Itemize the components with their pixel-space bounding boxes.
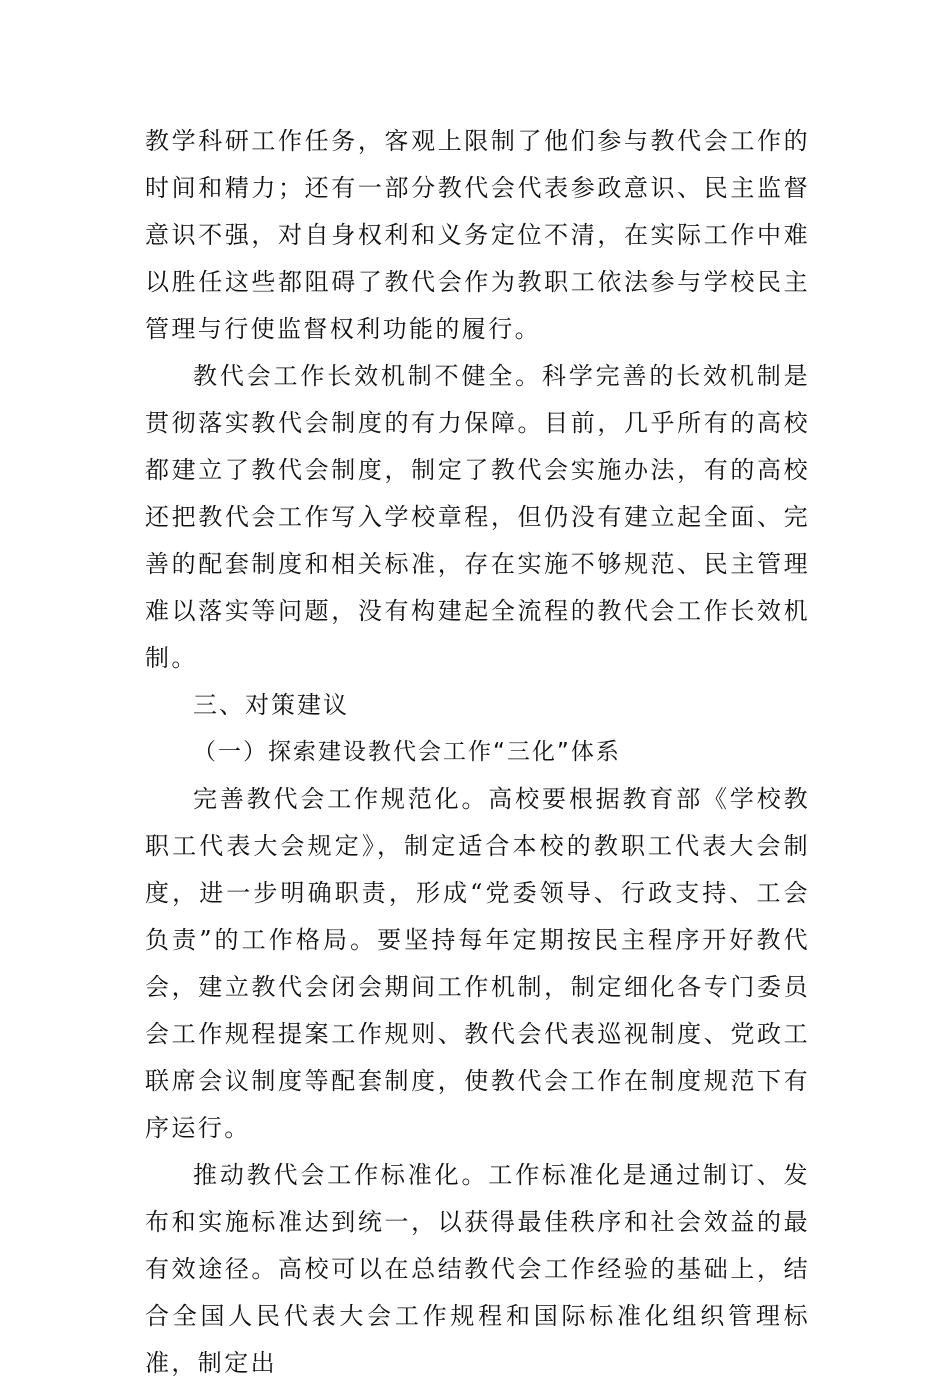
paragraph-continued: 教学科研工作任务，客观上限制了他们参与教代会工作的时间和精力；还有一部分教代会代表参政意识、民主监督意识不强，对自身权利和义务定位不清，在实际工作中难以胜任这些都阻碍了教代会作为教职工依法参与学校民主管理与行使监督权利功能的履行。 bbox=[145, 127, 810, 343]
document-body bbox=[145, 118, 810, 1387]
paragraph-standardization-norms: 完善教代会工作规范化。高校要根据教育部《学校教职工代表大会规定》，制定适合本校的教职工代表大会制度，进一步明确职责，形成“党委领导、行政支持、工会负责”的工作格局。要坚持每年定期按民主程序开好教代会，建立教代会闭会期间工作机制，制定细化各专门委员会工作规程提案工作规则、教代会代表巡视制度、党政工联席会议制度等配套制度，使教代会工作在制度规范下有序运行。 bbox=[145, 785, 810, 1142]
section-heading: 三、对策建议 bbox=[193, 691, 349, 719]
subsection-heading: （一）探索建设教代会工作“三化”体系 bbox=[193, 739, 621, 765]
paragraph-long-term-mechanism: 教代会工作长效机制不健全。科学完善的长效机制是贯彻落实教代会制度的有力保障。目前，几乎所有的高校都建立了教代会制度，制定了教代会实施办法，有的高校还把教代会工作写入学校章程，但仍没有建立起全面、完善的配套制度和相关标准，存在实施不够规范、民主管理难以落实等问题，没有构建起全流程的教代会工作长效机制。 bbox=[145, 362, 810, 672]
paragraph-standardization: 推动教代会工作标准化。工作标准化是通过制订、发布和实施标准达到统一，以获得最佳秩序和社会效益的最有效途径。高校可以在总结教代会工作经验的基础上，结合全国人民代表大会工作规程和国际标准化组织管理标准，制定出 bbox=[145, 1161, 810, 1377]
